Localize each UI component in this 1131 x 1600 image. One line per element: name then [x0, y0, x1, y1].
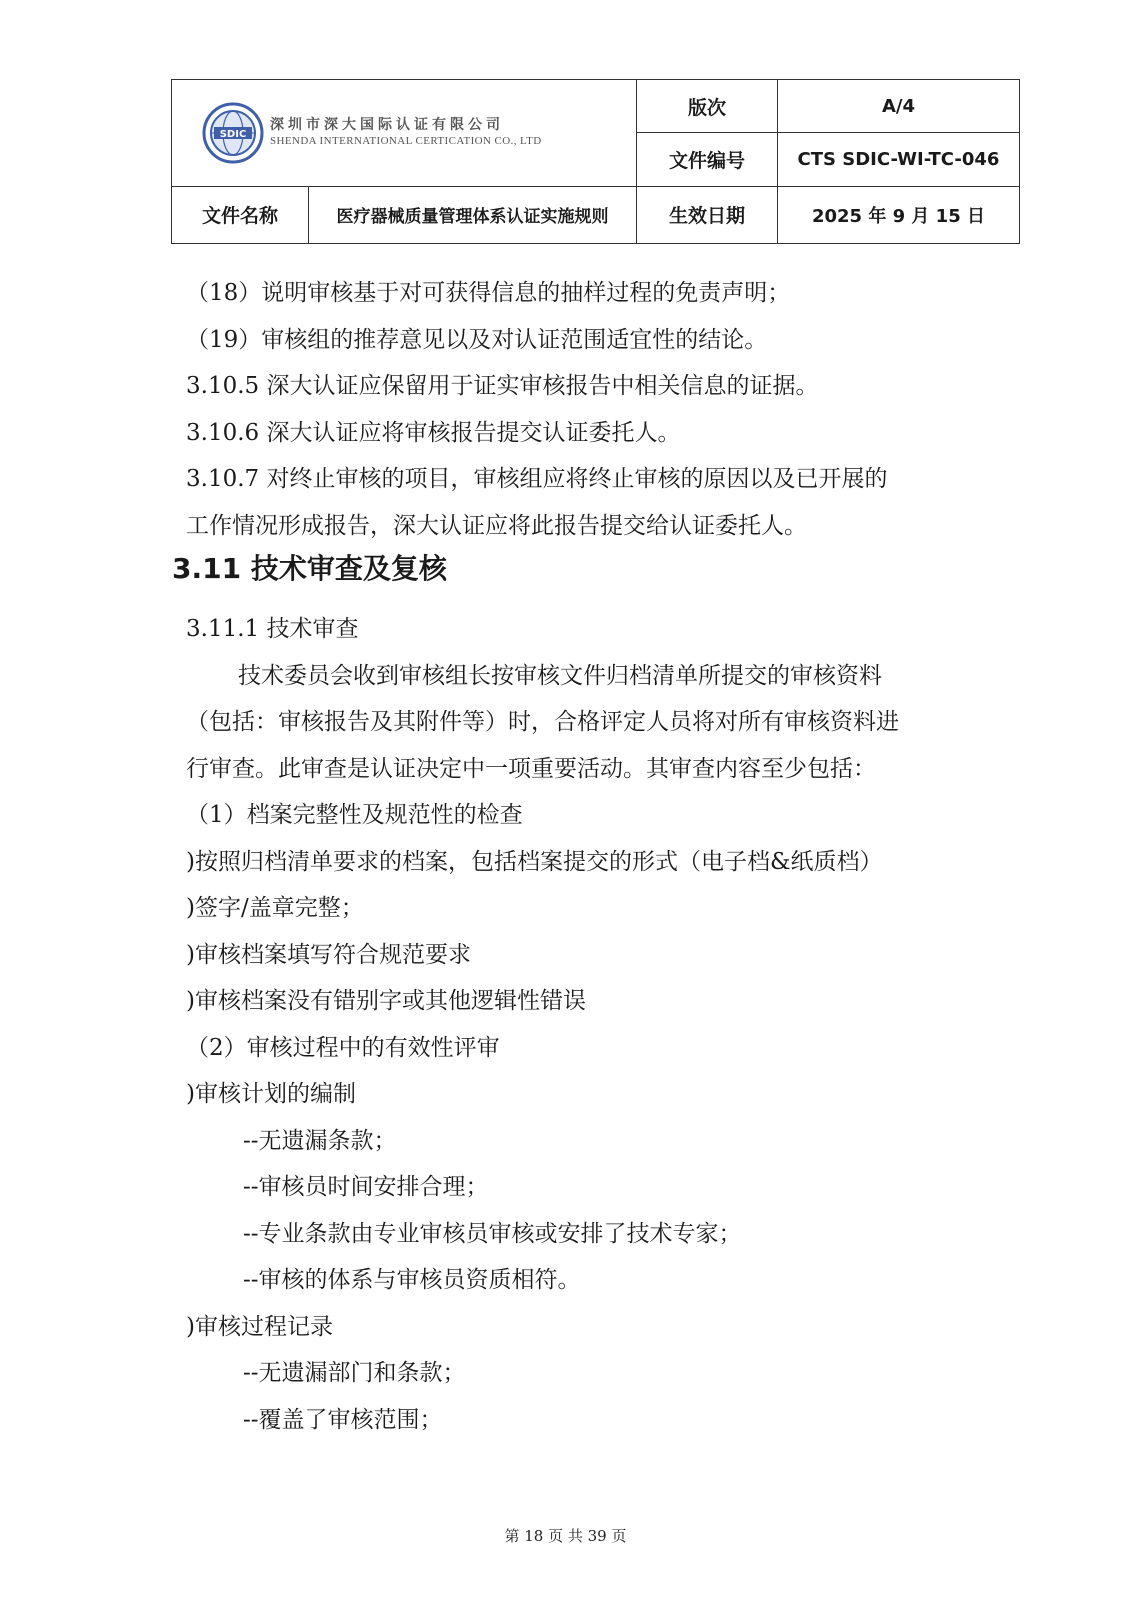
version-value: A/4: [778, 80, 1020, 133]
body-line: （包括：审核报告及其附件等）时，合格评定人员将对所有审核资料进: [186, 709, 899, 735]
body-line: 3.10.7 对终止审核的项目，审核组应将终止审核的原因以及已开展的: [186, 466, 888, 492]
doc-no-label: 文件编号: [637, 133, 778, 186]
sub-list-item: --专业条款由专业审核员审核或安排了技术专家；: [243, 1221, 742, 1247]
sub-list-item: --审核员时间安排合理；: [243, 1174, 489, 1200]
version-label: 版次: [637, 80, 778, 133]
doc-name-value: 医疗器械质量管理体系认证实施规则: [309, 186, 637, 243]
subsection-title: 3.11.1 技术审查: [186, 616, 359, 642]
list-item: )审核档案没有错别字或其他逻辑性错误: [186, 988, 586, 1014]
sub-list-item: --审核的体系与审核员资质相符。: [243, 1267, 581, 1293]
doc-no-value: CTS SDIC-WI-TC-046: [778, 133, 1020, 186]
list-item: )审核计划的编制: [186, 1081, 356, 1107]
body-line: （19）审核组的推荐意见以及对认证范围适宜性的结论。: [186, 327, 768, 353]
document-header-table: [171, 79, 1020, 244]
body-line: 3.10.5 深大认证应保留用于证实审核报告中相关信息的证据。: [186, 373, 819, 399]
sub-list-item: --无遗漏部门和条款；: [243, 1360, 466, 1386]
body-line: 技术委员会收到审核组长按审核文件归档清单所提交的审核资料: [238, 663, 882, 689]
company-name-en: SHENDA INTERNATIONAL CERTICATION CO., LTD: [270, 134, 542, 147]
sub-list-item: --无遗漏条款；: [243, 1128, 397, 1154]
body-line: 行审查。此审查是认证决定中一项重要活动。其审查内容至少包括：: [186, 756, 876, 782]
sdic-logo-icon: [202, 102, 264, 164]
logo-mark-text: SDIC: [219, 128, 247, 140]
list-item: )审核过程记录: [186, 1314, 333, 1340]
doc-name-label: 文件名称: [172, 186, 309, 243]
company-name-cn: 深圳市深大国际认证有限公司: [270, 117, 504, 134]
section-heading: 3.11 技术审查及复核: [172, 552, 447, 585]
body-line: 3.10.6 深大认证应将审核报告提交认证委托人。: [186, 420, 681, 446]
body-line: （18）说明审核基于对可获得信息的抽样过程的免责声明；: [186, 280, 791, 306]
page-number-footer: 第 18 页 共 39 页: [504, 1527, 627, 1545]
company-logo-cell: [172, 80, 637, 187]
effective-date-value: 2025 年 9 月 15 日: [778, 186, 1020, 243]
list-item: )签字/盖章完整；: [186, 895, 364, 921]
effective-date-label: 生效日期: [637, 186, 778, 243]
sub-list-item: --覆盖了审核范围；: [243, 1407, 443, 1433]
list-item: )按照归档清单要求的档案，包括档案提交的形式（电子档&纸质档）: [186, 849, 883, 875]
body-line: 工作情况形成报告，深大认证应将此报告提交给认证委托人。: [186, 513, 807, 539]
list-heading: （1）档案完整性及规范性的检查: [186, 802, 523, 828]
list-item: )审核档案填写符合规范要求: [186, 942, 471, 968]
list-heading: （2）审核过程中的有效性评审: [186, 1035, 500, 1061]
